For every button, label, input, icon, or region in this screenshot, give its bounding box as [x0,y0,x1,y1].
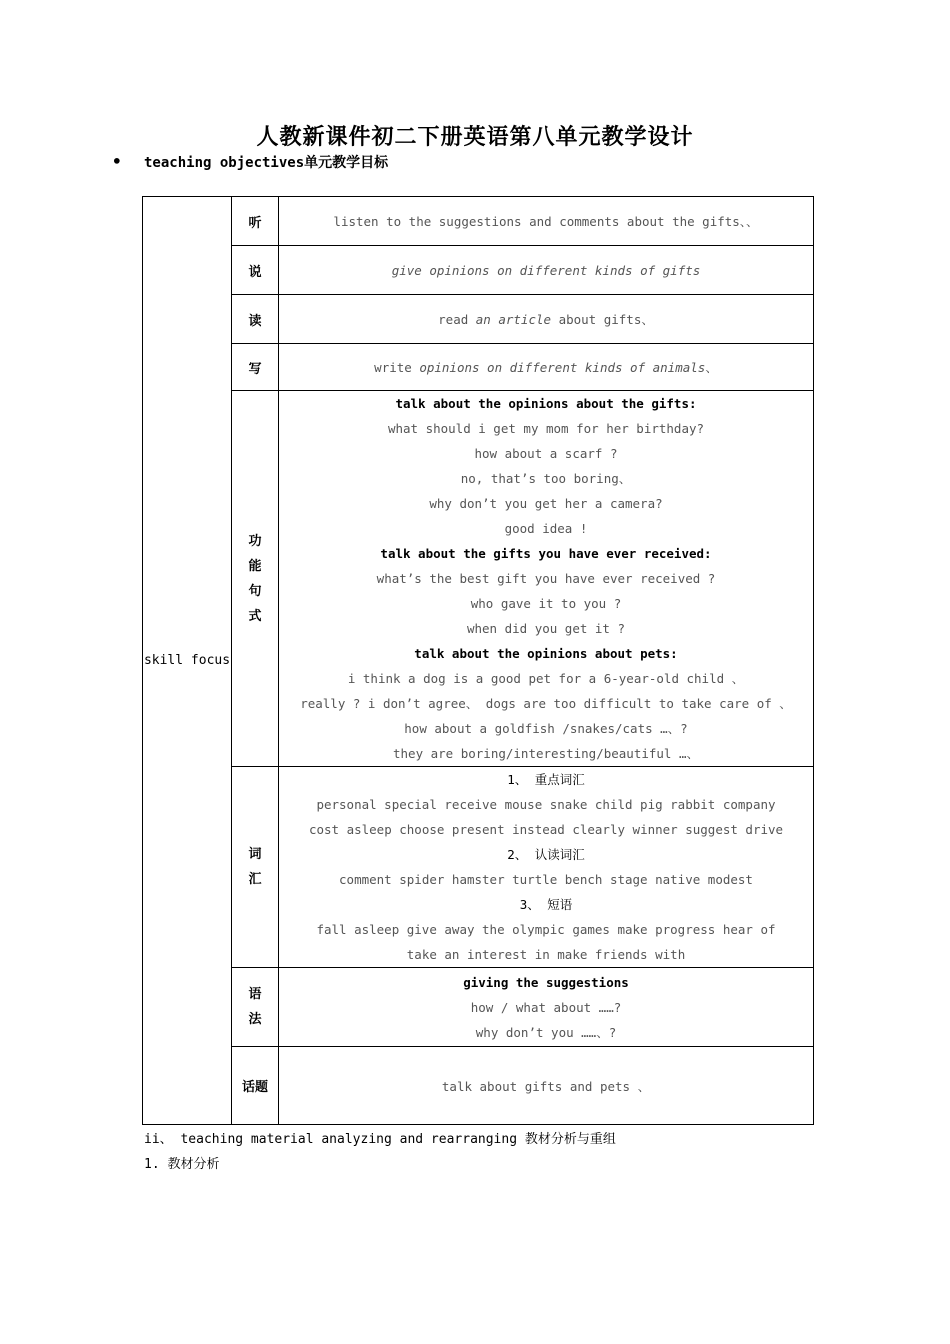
listen-text: listen to the suggestions and comments about the gifts、、 [333,214,759,229]
vocab-subheading: 1、 重点词汇 [507,772,585,787]
function-line: how about a goldfish /snakes/cats …、? [404,721,688,736]
label-functions-char: 能 [248,558,262,574]
function-line: no, that’s too boring、 [460,471,632,486]
row-listen [143,197,814,246]
vocab-line: personal special receive mouse snake child pig rabbit company [316,797,776,812]
content-listen [279,197,814,246]
vocab-line: cost asleep choose present instead clearly winner suggest drive [308,822,784,837]
label-grammar-char: 法 [248,1012,262,1027]
bullet-icon: • [112,152,122,171]
section-heading: teaching objectives单元教学目标 [144,155,389,171]
label-write: 写 [232,344,279,391]
grammar-line: how / what about ……? [470,999,622,1015]
row-vocab [143,767,814,968]
function-line: they are boring/interesting/beautiful …、 [393,746,699,761]
label-speak: 说 [232,246,279,295]
function-line: when did you get it ? [466,621,626,636]
document-title: 人教新课件初二下册英语第八单元教学设计 [256,124,694,150]
label-functions [232,391,279,767]
function-line: who gave it to you ? [470,596,622,611]
label-topic: 话题 [232,1047,279,1125]
row-read [143,295,814,344]
row-topic [143,1047,814,1125]
content-vocab [279,767,814,968]
label-functions-char: 句 [248,583,262,599]
label-grammar [232,968,279,1047]
vocab-line: take an interest in make friends with [406,947,686,962]
function-line: really ? i don’t agree、 dogs are too difficult to take care of 、 [300,696,792,711]
function-line: how about a scarf ? [474,446,618,461]
function-subheading: talk about the opinions about the gifts: [395,396,697,411]
label-listen: 听 [232,197,279,246]
subsection-heading: 1. 教材分析 [144,1157,220,1172]
read-text-italic: an article [475,312,552,327]
function-line: why don’t you get her a camera? [429,496,663,511]
row-grammar [143,968,814,1047]
function-subheading: talk about the gifts you have ever received: [380,546,712,561]
content-write [279,344,814,391]
function-line: what’s the best gift you have ever received ? [376,571,716,586]
section-heading-row [112,152,388,172]
label-functions-char: 式 [248,608,262,624]
content-functions [279,391,814,767]
speak-text: give opinions on different kinds of gifts [391,262,701,278]
vocab-line: comment spider hamster turtle bench stage native modest [339,872,753,887]
label-functions-char: 功 [248,533,262,549]
grammar-subheading: giving the suggestions [463,974,629,990]
function-line: good idea ! [504,521,588,536]
skill-focus-cell: skill focus [143,197,232,1125]
content-grammar [279,968,814,1047]
vocab-line: fall asleep give away the olympic games make progress hear of [316,922,776,937]
label-vocab-char: 词 [248,847,262,862]
label-vocab-char: 汇 [248,872,262,887]
read-text-pre: read [438,312,476,327]
function-line: i think a dog is a good pet for a 6-year-old child 、 [347,671,745,686]
row-write [143,344,814,391]
row-speak [143,246,814,295]
write-text-post: 、 [705,360,718,375]
objectives-table [142,196,814,1125]
content-speak [279,246,814,295]
label-read: 读 [232,295,279,344]
label-grammar-char: 语 [248,987,262,1002]
vocab-subheading: 2、 认读词汇 [507,847,585,862]
label-vocab [232,767,279,968]
content-topic: talk about gifts and pets 、 [279,1047,814,1125]
write-text-pre: write [374,360,420,375]
section-ii-heading: ii、 teaching material analyzing and rearranging 教材分析与重组 [144,1132,616,1147]
read-text-post: about gifts、 [551,312,654,327]
row-functions [143,391,814,767]
vocab-subheading: 3、 短语 [519,897,573,912]
write-text-italic: opinions on different kinds of animals [419,360,706,375]
function-line: what should i get my mom for her birthday? [387,421,705,436]
content-read [279,295,814,344]
grammar-line: why don’t you ……、? [475,1024,617,1040]
function-subheading: talk about the opinions about pets: [414,646,678,661]
